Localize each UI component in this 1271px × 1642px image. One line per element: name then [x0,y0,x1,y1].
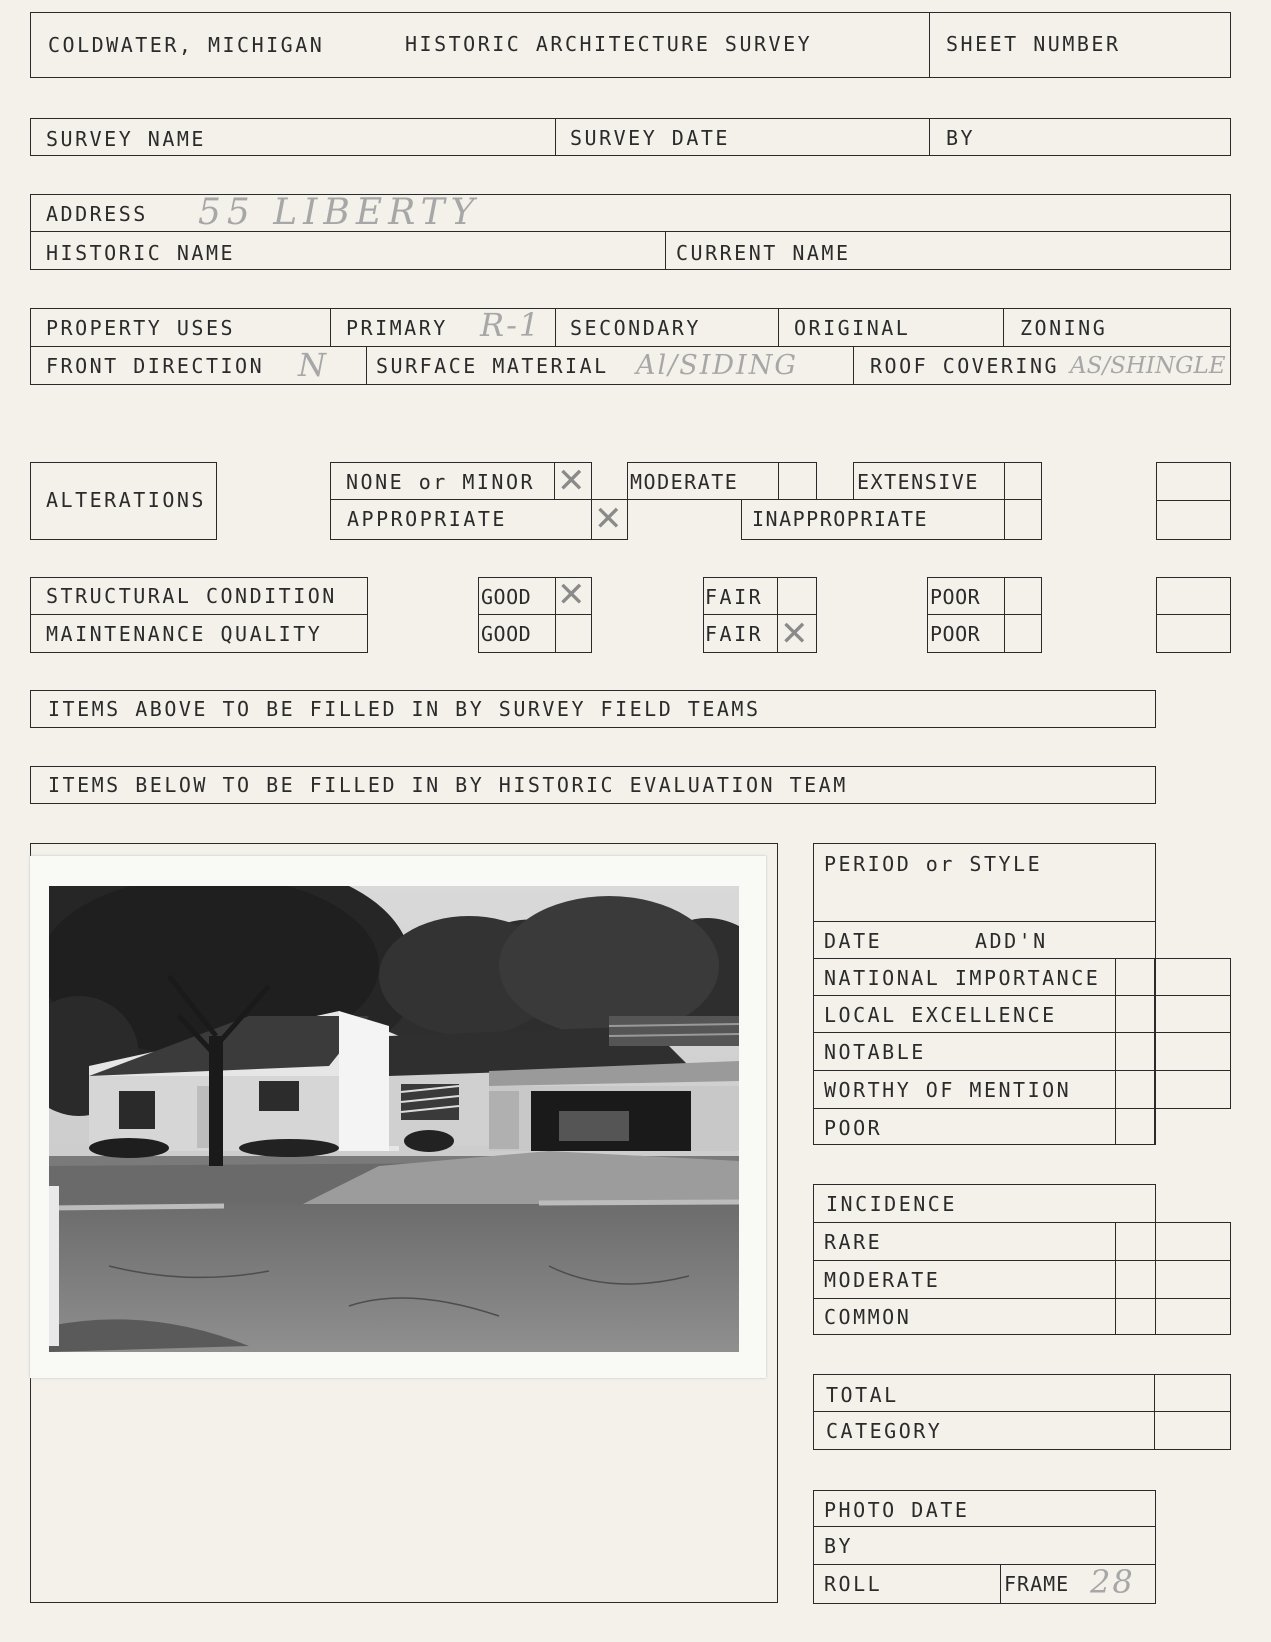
ratings-row-5 [813,1108,1231,1109]
photo-info-row-1 [813,1526,1156,1527]
poor-divider [927,614,1042,615]
survey-divider-2 [929,118,930,156]
primary-value: R-1 [480,306,542,344]
good-check-divider [555,577,556,653]
none-minor-check-divider [554,462,555,500]
maintenance-fair-label: FAIR [705,622,764,646]
ratings-row-2 [813,995,1231,996]
ratings-col-2 [1154,958,1155,1145]
x-mark-icon: ✕ [557,575,586,615]
form-title: HISTORIC ARCHITECTURE SURVEY [405,32,813,56]
rating-notable: NOTABLE [824,1040,926,1064]
x-mark-icon: ✕ [557,461,586,501]
incidence-label: INCIDENCE [826,1192,957,1216]
category-label: CATEGORY [826,1419,943,1443]
incidence-rare: RARE [824,1230,883,1254]
name-divider [665,231,666,270]
primary-label: PRIMARY [346,316,448,340]
period-style-label: PERIOD or STYLE [824,852,1043,876]
rating-national: NATIONAL IMPORTANCE [824,966,1101,990]
incidence-common: COMMON [824,1305,912,1329]
zoning-label: ZONING [1020,316,1108,340]
ratings-col-3 [1230,958,1231,1108]
address-value: 55 LIBERTY [198,192,481,233]
original-label: ORIGINAL [794,316,911,340]
frame-value: 28 [1090,1563,1135,1601]
rating-poor: POOR [824,1116,883,1140]
incidence-row-2 [813,1260,1231,1261]
uses-divider-1 [330,308,331,346]
incidence-row-1 [813,1222,1231,1223]
address-label: ADDRESS [46,202,148,226]
condition-score-box [1156,577,1231,653]
incidence-moderate: MODERATE [824,1268,941,1292]
total-label: TOTAL [826,1383,899,1407]
front-direction-value: N [298,346,328,384]
front-direction-label: FRONT DIRECTION [46,354,265,378]
addn-label: ADD'N [975,929,1048,953]
appropriate-label: APPROPRIATE [347,507,507,531]
front-divider-1 [366,346,367,385]
roof-covering-value: AS/SHINGLE [1070,353,1226,379]
ratings-col-1 [1115,958,1116,1145]
fair-check-divider [777,577,778,653]
condition-score-divider [1156,614,1231,615]
total-col [1154,1374,1155,1450]
x-mark-icon: ✕ [594,499,623,539]
rating-worthy: WORTHY OF MENTION [824,1078,1072,1102]
uses-divider-4 [1003,308,1004,346]
survey-by-label: BY [946,126,976,150]
header-divider [929,12,930,78]
none-minor-label: NONE or MINOR [346,470,536,494]
poor-check-divider [1004,577,1005,653]
maintenance-good-label: GOOD [481,622,532,646]
maintenance-poor-label: POOR [930,622,981,646]
alterations-score-box [1156,462,1231,540]
sheet-number-label: SHEET NUMBER [946,32,1121,56]
city-label: COLDWATER, MICHIGAN [48,33,325,57]
uses-divider-3 [778,308,779,346]
historic-name-label: HISTORIC NAME [46,241,236,265]
frame-label: FRAME [1004,1572,1070,1596]
ratings-top [813,958,1231,959]
surface-material-label: SURFACE MATERIAL [376,354,609,378]
property-divider [30,346,1231,347]
incidence-row-3 [813,1298,1231,1299]
incidence-col-1 [1115,1222,1116,1335]
survey-name-label: SURVEY NAME [46,127,206,151]
extensive-label: EXTENSIVE [857,470,979,494]
ratings-row-3 [813,1032,1231,1033]
rating-local: LOCAL EXCELLENCE [824,1003,1057,1027]
photo-by-label: BY [824,1534,854,1558]
surface-material-value: Al/SIDING [636,350,798,381]
period-divider [813,921,1156,922]
roll-label: ROLL [824,1572,883,1596]
structural-fair-label: FAIR [705,585,764,609]
photo-date-label: PHOTO DATE [824,1498,970,1522]
alterations-label: ALTERATIONS [46,488,206,512]
below-note: ITEMS BELOW TO BE FILLED IN BY HISTORIC EVALUATION TEAM [48,773,848,797]
roof-covering-label: ROOF COVERING [870,354,1060,378]
total-divider [813,1411,1231,1412]
secondary-label: SECONDARY [570,316,701,340]
moderate-label: MODERATE [630,470,739,494]
alterations-score-divider [1156,500,1231,501]
appropriate-check-divider [591,499,592,540]
front-divider-2 [853,346,854,385]
current-name-label: CURRENT NAME [676,241,851,265]
above-note: ITEMS ABOVE TO BE FILLED IN BY SURVEY FIELD TEAMS [48,697,761,721]
incidence-col-2 [1230,1222,1231,1335]
uses-divider-2 [555,308,556,346]
moderate-check-divider [778,462,779,500]
ratings-row-4 [813,1070,1231,1071]
structural-condition-label: STRUCTURAL CONDITION [46,584,337,608]
condition-labels-divider [30,614,368,615]
inappropriate-label: INAPPROPRIATE [752,507,929,531]
structural-good-label: GOOD [481,585,532,609]
maintenance-quality-label: MAINTENANCE QUALITY [46,622,323,646]
house-photo [49,886,739,1352]
date-label: DATE [824,929,883,953]
survey-date-label: SURVEY DATE [570,126,730,150]
structural-poor-label: POOR [930,585,981,609]
property-uses-label: PROPERTY USES [46,316,236,340]
roll-frame-divider [1000,1564,1001,1604]
x-mark-icon: ✕ [780,614,809,654]
incidence-row-4 [1154,1334,1231,1335]
survey-divider-1 [555,118,556,156]
